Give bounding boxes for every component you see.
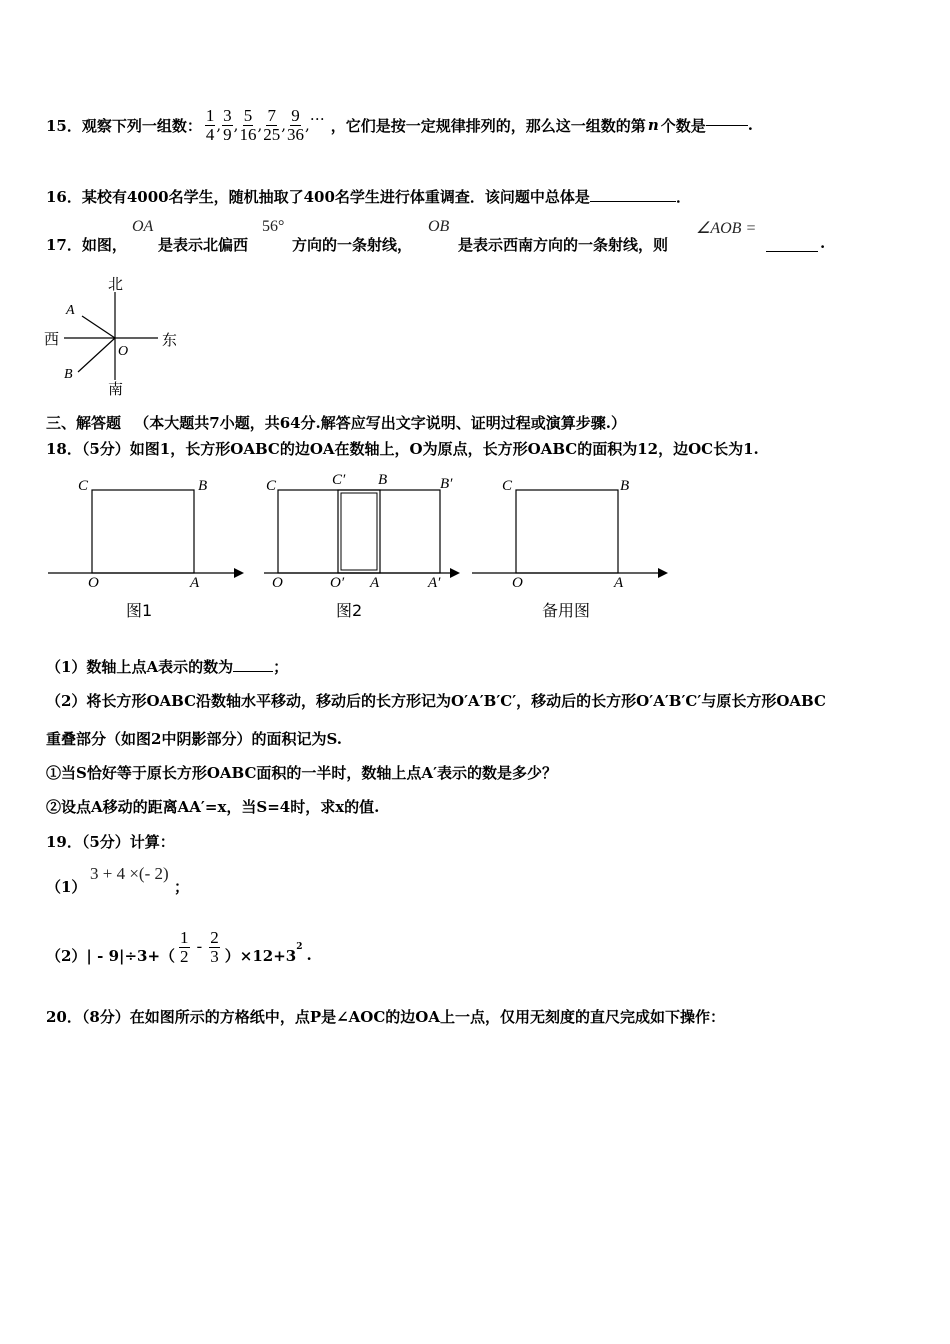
label-o: O — [272, 575, 283, 591]
answer-blank[interactable] — [706, 124, 748, 126]
axis-arrow — [450, 568, 460, 578]
q19-p1-expression: 3 + 4 ×(- 2) — [90, 864, 169, 883]
q17-oa: OA — [132, 218, 154, 235]
q19-fraction-1: $\frac{1}{2}$ — [180, 927, 189, 966]
q18-p2b-text: 重叠部分（如图2中阴影部分）的面积记为S. — [46, 730, 342, 748]
q17-number: 17．如图， — [46, 236, 127, 254]
q15-sequence: $\frac{1}{4}$ , $\frac{3}{9}$ , $\frac{5}{16}$ , $\frac{7}{25}$ , $\frac{9}{36}$ , … — [205, 105, 325, 144]
q15-end: . — [747, 116, 753, 134]
q19-text: 19．（5分）计算： — [46, 833, 175, 851]
answer-blank[interactable] — [590, 200, 676, 202]
q19-p2-label: （2）| - 9|÷3+（ — [46, 946, 176, 965]
q18-p3-text: ①当S恰好等于原长方形OABC面积的一半时，数轴上点A′表示的数是多少？ — [46, 764, 558, 782]
q15-text: ，它们是按一定规律排列的，那么这一组数的第 — [330, 116, 646, 135]
q17-angle: ∠AOB = — [696, 220, 757, 237]
q15-number: 15． — [46, 116, 82, 135]
overlap-shaded-region — [341, 493, 377, 570]
figure-caption: 图1 — [126, 601, 153, 620]
q19-exponent: 2 — [296, 942, 303, 952]
label-c: C — [78, 478, 89, 494]
q15-ellipsis: … — [309, 106, 325, 124]
q18-p1-text: （1）数轴上点A表示的数为 — [46, 658, 234, 676]
label-o-prime: O′ — [330, 575, 345, 591]
axis-arrow — [234, 568, 244, 578]
q20-text: 20．（8分）在如图所示的方格纸中，点P是∠AOC的边OA上一点，仅用无刻度的直尺完成如下操作： — [46, 1008, 726, 1026]
q19-p1-end: ； — [174, 878, 190, 896]
figure-backup — [468, 470, 674, 626]
section-note: （本大题共7小题，共64分.解答应写出文字说明、证明过程或演算步骤.） — [134, 414, 627, 432]
point-b-label: B — [64, 367, 73, 382]
q15-fraction: $\frac{3}{9}$ — [223, 105, 232, 144]
ray-ob — [78, 338, 115, 372]
rectangle-oabc — [278, 490, 380, 573]
q19-p1-label: （1） — [46, 878, 87, 896]
label-c: C — [502, 478, 513, 494]
label-b: B — [198, 478, 208, 494]
figure-caption: 图2 — [336, 601, 363, 620]
rectangle-oabc — [92, 490, 194, 573]
label-b: B — [378, 472, 388, 488]
question-18 — [46, 438, 759, 459]
q15-fraction: $\frac{1}{4}$ — [205, 105, 215, 144]
figure-caption: 备用图 — [542, 601, 591, 620]
compass-north: 北 — [108, 275, 124, 293]
section-3-header — [46, 412, 626, 433]
label-a: A — [190, 575, 200, 591]
q17-text-3: 是表示西南方向的一条射线，则 — [458, 236, 669, 254]
rectangle-oabc — [516, 490, 618, 573]
q15-var-n: n — [647, 116, 659, 134]
figure-1 — [44, 470, 250, 626]
q17-text-2: 方向的一条射线， — [292, 236, 413, 254]
q16-text: 16．某校有4000名学生，随机抽取了400名学生进行体重调查．该问题中总体是 — [46, 188, 590, 206]
q18-p4-text: ②设点A移动的距离AA′=x，当S=4时，求x的值. — [46, 798, 380, 816]
q17-text-1: 是表示北偏西 — [158, 236, 249, 254]
q18-p1-end: ； — [273, 658, 289, 676]
q18-part-3 — [46, 762, 557, 783]
q19-part-2 — [46, 922, 312, 972]
figure-2 — [262, 470, 466, 626]
question-20 — [46, 1006, 725, 1027]
rectangle-shifted — [338, 490, 440, 573]
compass-east: 东 — [162, 331, 178, 349]
label-b: B — [620, 478, 630, 494]
q19-minus: - — [196, 937, 203, 957]
answer-blank[interactable] — [233, 670, 273, 672]
q17-ob: OB — [428, 218, 450, 235]
q17-degree: 56° — [262, 218, 285, 235]
compass-west: 西 — [44, 330, 60, 348]
q18-part-4 — [46, 796, 379, 817]
q19-period: . — [306, 946, 312, 964]
label-c: C — [266, 478, 277, 494]
point-o-label: O — [118, 344, 129, 359]
label-o: O — [88, 575, 99, 591]
q18-part-1 — [46, 656, 288, 677]
q16-end: ． — [675, 188, 691, 206]
q15-fraction: $\frac{5}{16}$ — [239, 105, 257, 144]
section-title: 三、解答题 — [46, 414, 122, 432]
q18-p2a-text: （2）将长方形OABC沿数轴水平移动，移动后的长方形记为O′A′B′C′，移动后的长方形O′A′B′C′与原长方形OABC — [46, 692, 826, 710]
q15-fraction: $\frac{9}{36}$ — [287, 105, 305, 144]
q18-text: 18．（5分）如图1，长方形OABC的边OA在数轴上，O为原点，长方形OABC的面积为12，边OC长为1. — [46, 440, 759, 458]
label-c-prime: C′ — [332, 472, 346, 488]
question-19 — [46, 831, 175, 852]
q19-fraction-2: $\frac{2}{3}$ — [210, 927, 219, 966]
point-a-label: A — [66, 303, 75, 318]
compass-figure — [40, 272, 190, 400]
q15-text-2: 个数是 — [660, 116, 706, 135]
question-16 — [46, 186, 691, 207]
answer-blank[interactable] — [766, 250, 818, 252]
label-o: O — [512, 575, 523, 591]
question-15 — [46, 100, 753, 150]
q15-intro: 观察下列一组数： — [81, 116, 202, 135]
label-a: A — [614, 575, 624, 591]
label-a: A — [370, 575, 380, 591]
q15-fraction: $\frac{7}{25}$ — [263, 105, 281, 144]
ray-oa — [82, 316, 115, 338]
label-b-prime: B′ — [440, 476, 453, 492]
axis-arrow — [658, 568, 668, 578]
compass-south: 南 — [108, 380, 124, 398]
q18-part-2a — [46, 690, 826, 711]
label-a-prime: A′ — [428, 575, 441, 591]
q18-part-2b — [46, 728, 342, 749]
q19-p2-end: ）×12+3 — [224, 946, 297, 965]
q17-end: . — [820, 234, 826, 252]
